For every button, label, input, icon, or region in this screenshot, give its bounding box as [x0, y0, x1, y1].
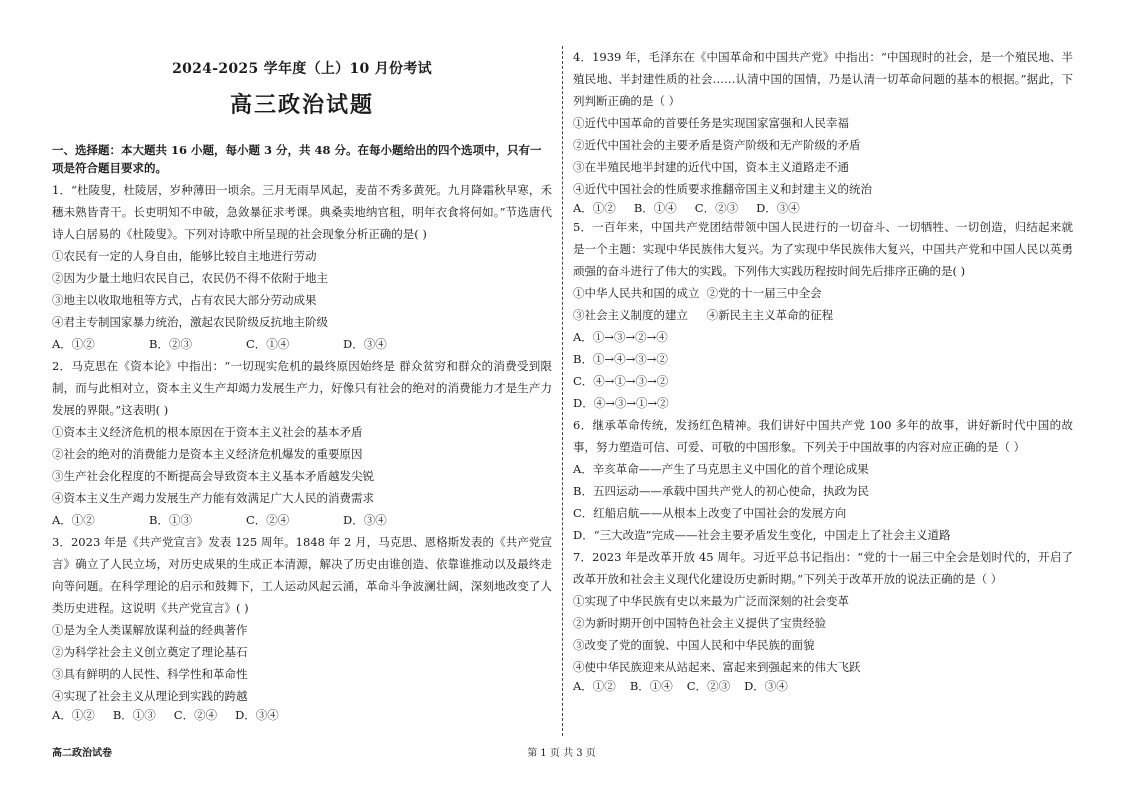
question-1: [52, 179, 552, 355]
question-7-answer-b: B．①④: [629, 679, 673, 693]
question-6-option-b: B．五四运动——承载中国共产党人的初心使命，执政为民: [573, 484, 869, 498]
question-3-answers: [52, 707, 552, 723]
question-7-option-1: ①实现了中华民族有史以来最为广泛而深刻的社会变革: [573, 594, 849, 608]
question-2-answer-d: D．③④: [343, 513, 387, 527]
question-5-stem: 5．一百年来，中国共产党团结带领中国人民进行的一切奋斗、一切牺牲、一切创造，归结起来就是一个主题：实现中华民族伟大复兴。为了实现中华民族伟大复兴，中国共产党和中国人民以英勇顽强的奋斗进行了伟大的实践。下列伟大实践历程按时间先后排序正确的是( ): [573, 220, 1073, 278]
question-2-stem: 2．马克思在《资本论》中指出：“一切现实危机的最终原因始终是 群众贫穷和群众的消费受到限制，而与此相对立，资本主义生产却竭力发展生产力，好像只有社会的绝对的消费能力才是生产力发展的界限。”这表明( ): [52, 359, 552, 417]
exam-title: 2024-2025 学年度（上）10 月份考试: [172, 61, 432, 77]
question-6-option-d: D．“三大改造”完成——社会主要矛盾发生变化，中国走上了社会主义道路: [573, 528, 951, 542]
question-3-option-3: ③具有鲜明的人民性、科学性和革命性: [52, 667, 248, 681]
question-7-option-2: ②为新时期开创中国特色社会主义提供了宝贵经验: [573, 616, 826, 630]
question-4-option-2: ②近代中国社会的主要矛盾是资产阶级和无产阶级的矛盾: [573, 138, 861, 152]
question-6: [573, 414, 1073, 546]
question-6-option-c: C．红船启航——从根本上改变了中国社会的发展方向: [573, 506, 847, 520]
footer-page-number: 第 1 页 共 3 页: [527, 748, 596, 759]
question-4-option-3: ③在半殖民地半封建的近代中国，资本主义道路走不通: [573, 160, 849, 174]
column-divider: [562, 46, 563, 736]
question-1-stem: 1．“杜陵叟，杜陵居，岁种薄田一顷余。三月无雨旱风起，麦苗不秀多黄死。九月降霜秋早寒，禾穗未熟皆青干。长吏明知不申破，急敛暴征求考课。典桑卖地纳官租，明年衣食将何如。”节选唐代诗人白居易的《杜陵叟》。下列对诗歌中所呈现的社会现象分析正确的是( ): [52, 183, 552, 241]
question-7-stem: 7．2023 年是改革开放 45 周年。习近平总书记指出：“党的十一届三中全会是划时代的，开启了改革开放和社会主义现代化建设历史新时期。”下列关于改革开放的说法正确的是（ ）: [573, 550, 1073, 586]
question-7: [573, 546, 1073, 694]
question-1-answer-d: D．③④: [343, 337, 387, 351]
question-4: [573, 46, 1073, 216]
question-5-pair-1: [573, 282, 1073, 304]
question-2-option-1: ①资本主义经济危机的根本原因在于资本主义社会的基本矛盾: [52, 425, 363, 439]
question-5-item-3: ③社会主义制度的建立: [573, 308, 688, 322]
question-3-option-1: ①是为全人类谋解放谋利益的经典著作: [52, 623, 248, 637]
question-4-option-4: ④近代中国社会的性质要求推翻帝国主义和封建主义的统治: [573, 182, 872, 196]
question-4-answer-d: D．③④: [756, 201, 800, 215]
question-3-stem: 3．2023 年是《共产党宣言》发表 125 周年。1848 年 2 月，马克思、恩格斯发表的《共产党宣言》确立了人民立场，对历史成果的生成正本清源，解决了历史由谁创造、依靠谁推动以及最终走向等问题。在科学理论的启示和鼓舞下，工人运动风起云涌，革命斗争波澜壮阔，深刻地改变了人类历史进程。这说明《共产党宣言》( ): [52, 535, 552, 615]
question-7-option-3: ③改变了党的面貌、中国人民和中华民族的面貌: [573, 638, 815, 652]
question-7-answer-d: D．③④: [744, 679, 788, 693]
question-1-answer-a: A．①②: [52, 337, 95, 351]
question-7-answers: [573, 678, 1073, 694]
question-2-answer-a: A．①②: [52, 513, 95, 527]
question-5-item-1: ①中华人民共和国的成立: [573, 286, 700, 300]
footer-paper-name: 高二政治试卷: [52, 748, 112, 759]
question-3-answer-c: C．②④: [173, 708, 218, 722]
subject-title: 高三政治试题: [229, 92, 374, 118]
question-3-answer-d: D．③④: [235, 708, 279, 722]
question-7-answer-a: A．①②: [573, 679, 616, 693]
question-1-option-4: ④君主专制国家暴力统治，激起农民阶级反抗地主阶级: [52, 315, 328, 329]
left-column: [52, 46, 552, 723]
question-2-answers: [52, 509, 552, 531]
question-4-answer-a: A．①②: [573, 201, 616, 215]
question-5-item-4: ④新民主主义革命的征程: [706, 308, 834, 322]
question-2-answer-b: B．①③: [149, 513, 192, 527]
question-1-answer-c: C．①④: [246, 337, 290, 351]
question-2-option-3: ③生产社会化程度的不断提高会导致资本主义基本矛盾越发尖锐: [52, 469, 374, 483]
question-6-stem: 6．继承革命传统，发扬红色精神。我们讲好中国共产党 100 多年的故事，讲好新时代中国的故事，努力塑造可信、可爱、可敬的中国形象。下列关于中国故事的内容对应正确的是（ ）: [573, 418, 1073, 454]
question-1-answer-b: B．②③: [149, 337, 192, 351]
question-4-answer-b: B．①④: [633, 201, 677, 215]
question-3-answer-b: B．①③: [112, 708, 156, 722]
exam-header: [52, 58, 552, 119]
question-2: [52, 355, 552, 531]
question-4-option-1: ①近代中国革命的首要任务是实现国家富强和人民幸福: [573, 116, 849, 130]
question-3-option-4: ④实现了社会主义从理论到实践的跨越: [52, 689, 248, 703]
question-4-answers: [573, 200, 1073, 216]
question-5-item-2: ②党的十一届三中全会: [706, 286, 822, 300]
question-3-option-2: ②为科学社会主义创立奠定了理论基石: [52, 645, 248, 659]
question-5-pair-2: [573, 304, 1073, 326]
question-4-stem: 4．1939 年，毛泽东在《中国革命和中国共产党》中指出：“中国现时的社会，是一个殖民地、半殖民地、半封建性质的社会……认清中国的国情，乃是认清一切革命问题的基本的根据。”据此，下列判断正确的是（ ）: [573, 50, 1073, 108]
question-1-option-2: ②因为少量土地归农民自己，农民仍不得不依附于地主: [52, 271, 328, 285]
question-4-answer-c: C．②③: [694, 201, 739, 215]
question-5-answer-b: B．①→④→③→②: [573, 352, 668, 366]
question-5: [573, 216, 1073, 414]
question-2-answer-c: C．②④: [246, 513, 290, 527]
question-3: [52, 531, 552, 723]
question-5-answer-a: A．①→③→②→④: [573, 330, 668, 344]
question-6-option-a: A．辛亥革命——产生了马克思主义中国化的首个理论成果: [573, 462, 869, 476]
question-7-answer-c: C．②③: [686, 679, 731, 693]
question-5-answer-c: C．④→①→③→②: [573, 374, 669, 388]
question-2-option-2: ②社会的绝对的消费能力是资本主义经济危机爆发的重要原因: [52, 447, 363, 461]
section-heading: 一、选择题：本大题共 16 小题，每小题 3 分，共 48 分。在每小题给出的四个选项中，只有一项是符合题目要求的。: [52, 143, 542, 175]
question-7-option-4: ④使中华民族迎来从站起来、富起来到强起来的伟大飞跃: [573, 660, 861, 674]
question-1-answers: [52, 333, 552, 355]
question-1-option-1: ①农民有一定的人身自由，能够比较自主地进行劳动: [52, 249, 317, 263]
question-3-answer-a: A．①②: [52, 708, 95, 722]
question-1-option-3: ③地主以收取地租等方式，占有农民大部分劳动成果: [52, 293, 317, 307]
right-column: [573, 46, 1073, 694]
question-2-option-4: ④资本主义生产竭力发展生产力能有效满足广大人民的消费需求: [52, 491, 374, 505]
question-5-answer-d: D．④→③→①→②: [573, 396, 669, 410]
